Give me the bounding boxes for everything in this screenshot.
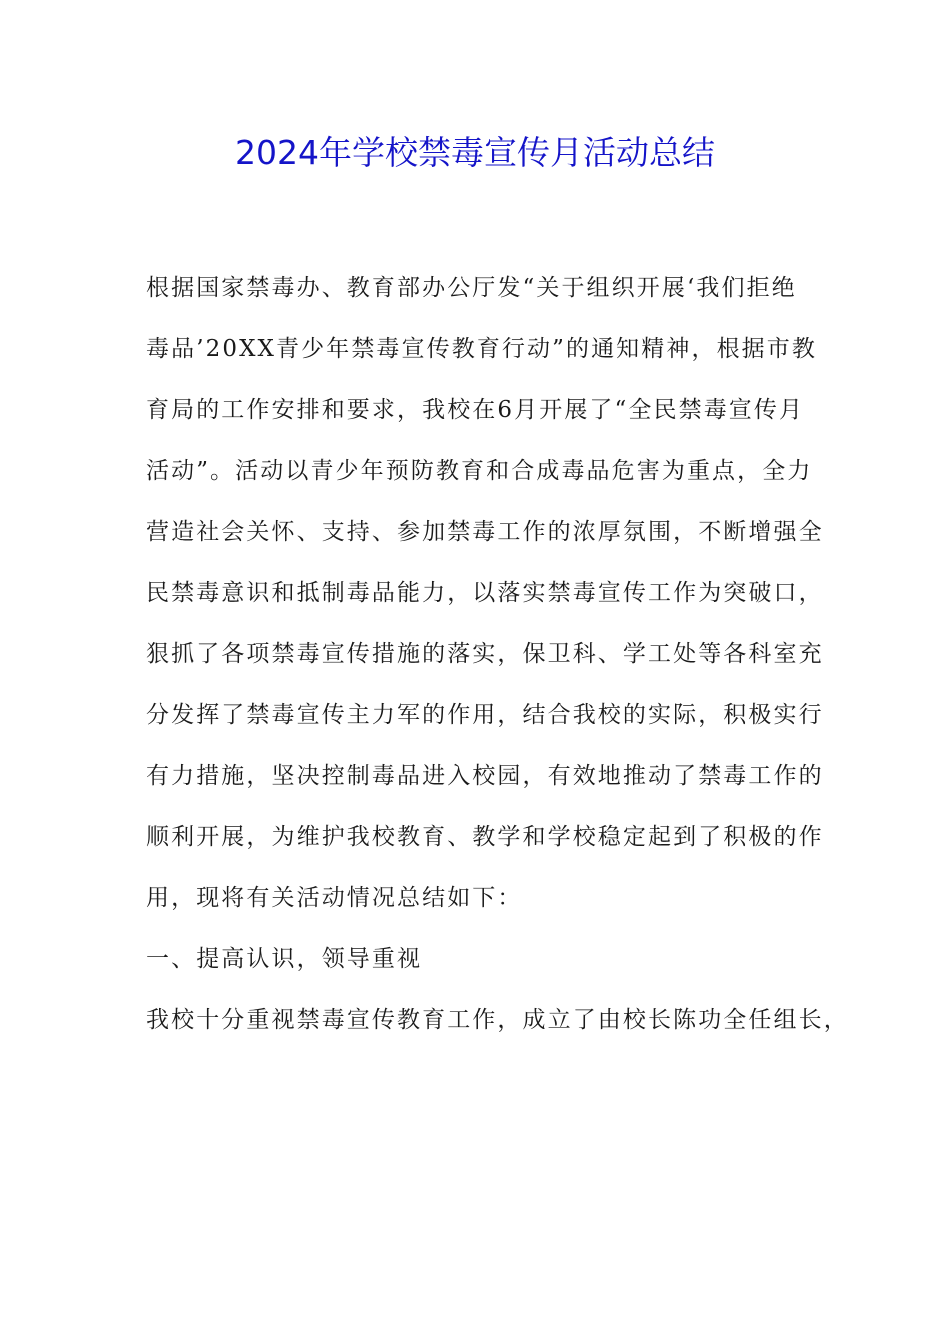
section-heading: 一、提高认识，领导重视 bbox=[146, 946, 423, 972]
body-line: 有力措施，坚决控制毒品进入校园，有效地推动了禁毒工作的 bbox=[146, 763, 824, 789]
body-line: 毒品’20XX青少年禁毒宣传教育行动”的通知精神，根据市教 bbox=[146, 336, 817, 362]
body-line: 根据国家禁毒办、教育部办公厅发“关于组织开展‘我们拒绝 bbox=[146, 275, 797, 301]
document-body bbox=[146, 258, 849, 1051]
body-line: 民禁毒意识和抵制毒品能力，以落实禁毒宣传工作为突破口， bbox=[146, 580, 824, 606]
document-title: 2024年学校禁毒宣传月活动总结 bbox=[235, 133, 715, 172]
body-line: 活动”。活动以青少年预防教育和合成毒品危害为重点，全力 bbox=[146, 458, 813, 484]
body-line: 我校十分重视禁毒宣传教育工作，成立了由校长陈功全任组长， bbox=[146, 1007, 849, 1033]
body-line: 育局的工作安排和要求，我校在6月开展了“全民禁毒宣传月 bbox=[146, 397, 805, 423]
body-line: 顺利开展，为维护我校教育、教学和学校稳定起到了积极的作 bbox=[146, 824, 824, 850]
body-line: 用，现将有关活动情况总结如下： bbox=[146, 885, 523, 911]
body-line: 狠抓了各项禁毒宣传措施的落实，保卫科、学工处等各科室充 bbox=[146, 641, 824, 667]
body-line: 营造社会关怀、支持、参加禁毒工作的浓厚氛围，不断增强全 bbox=[146, 519, 824, 545]
body-line: 分发挥了禁毒宣传主力军的作用，结合我校的实际，积极实行 bbox=[146, 702, 824, 728]
